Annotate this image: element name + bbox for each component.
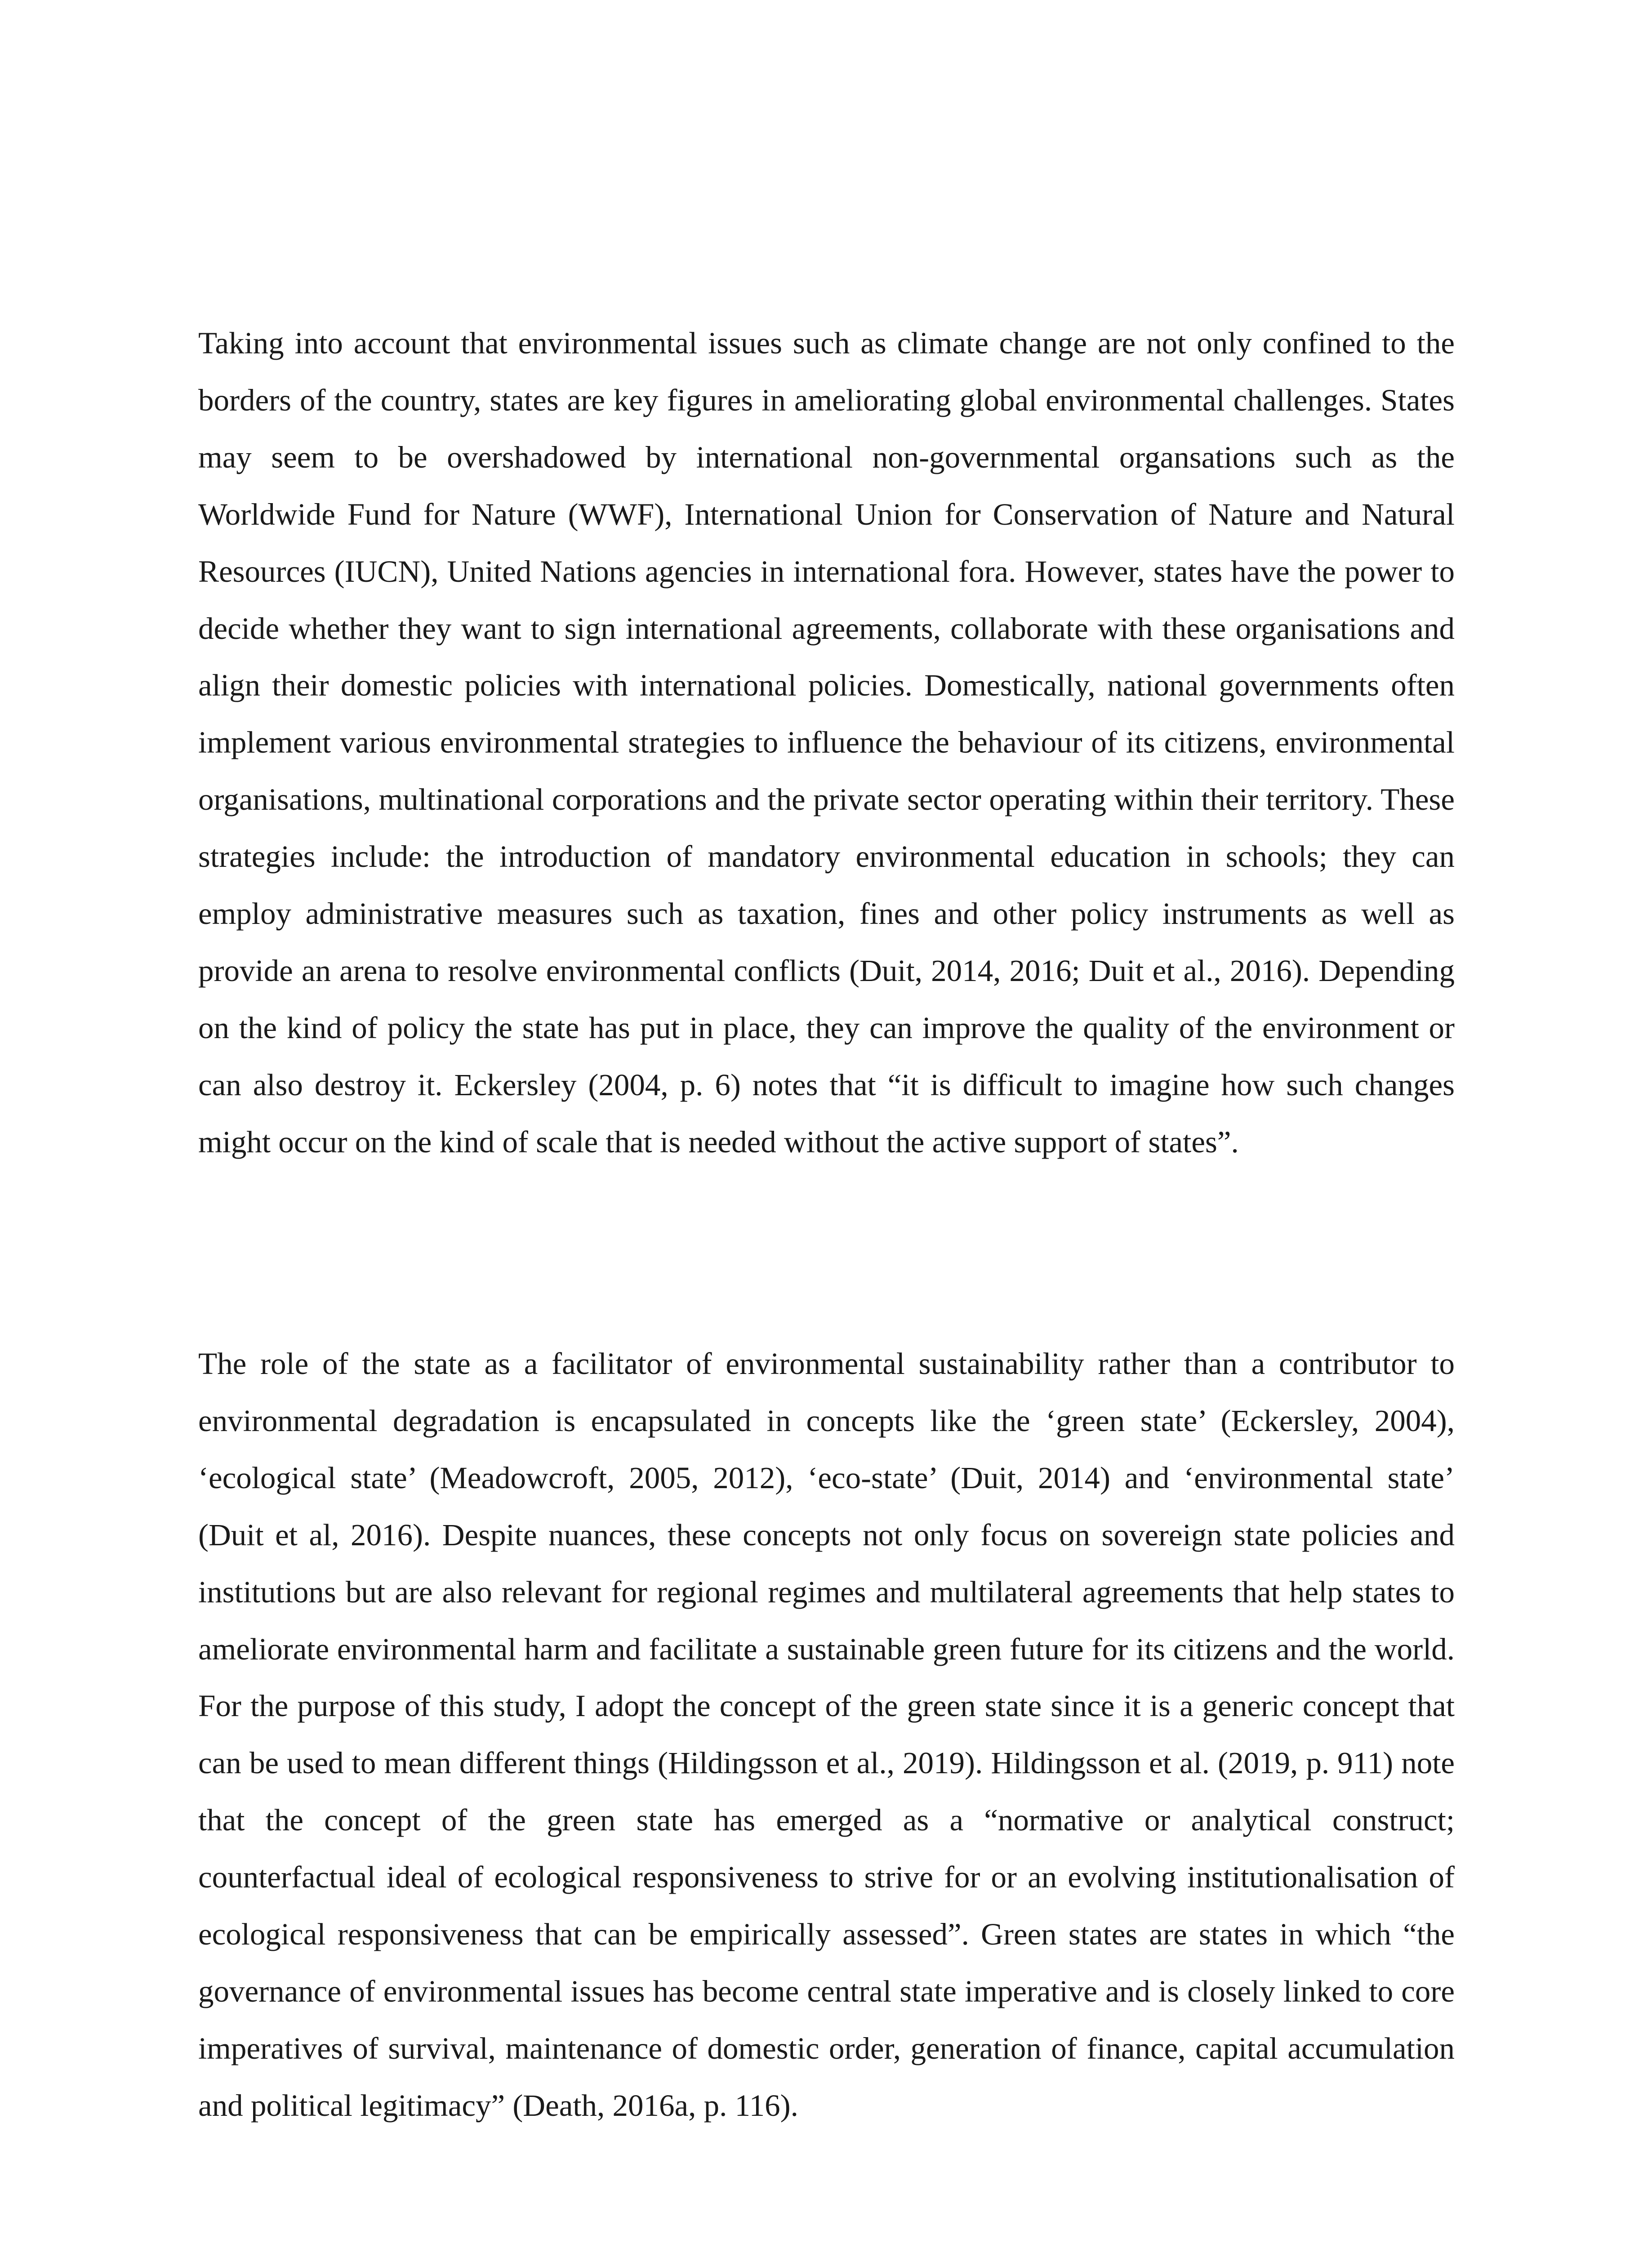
body-paragraph-2: The role of the state as a facilitator of environmental sustainability rather than a contributor to environmental degradation is encapsulated in concepts like the ‘green state’ (Eckersley, 2004), ‘ecological state’ (Meadowcroft, 2005, 2012), ‘eco-state’ (Duit, 2014) and ‘environmental state’ (Duit et al, 2016). Despite nuances, these concepts not only focus on sovereign state policies and institutions but are also relevant for regional regimes and multilateral agreements that help states to ameliorate environmental harm and facilitate a sustainable green future for its citizens and the world. For the purpose of this study, I adopt the concept of the green state since it is a generic concept that can be used to mean different things (Hildingsson et al., 2019). Hildingsson et al. (2019, p. 911) note that the concept of the green state has emerged as a “normative or analytical construct; counterfactual ideal of ecological responsiveness to strive for or an evolving institutionalisation of ecological responsiveness that can be empirically assessed”. Green states are states in which “the governance of environmental issues has become central state imperative and is closely linked to core imperatives of survival, maintenance of domestic order, generation of finance, capital accumulation and political legitimacy” (Death, 2016a, p. 116).: [198, 1347, 1455, 2123]
body-paragraph-1: Taking into account that environmental issues such as climate change are not only confined to the borders of the country, states are key figures in ameliorating global environmental challenges. States may seem to be overshadowed by international non-governmental organsations such as the Worldwide Fund for Nature (WWF), International Union for Conservation of Nature and Natural Resources (IUCN), United Nations agencies in international fora. However, states have the power to decide whether they want to sign international agreements, collaborate with these organisations and align their domestic policies with international policies. Domestically, national governments often implement various environmental strategies to influence the behaviour of its citizens, environmental organisations, multinational corporations and the private sector operating within their territory. These strategies include: the introduction of mandatory environmental education in schools; they can employ administrative measures such as taxation, fines and other policy instruments as well as provide an arena to resolve environmental conflicts (Duit, 2014, 2016; Duit et al., 2016). Depending on the kind of policy the state has put in place, they can improve the quality of the environment or can also destroy it. Eckersley (2004, p. 6) notes that “it is difficult to imagine how such changes might occur on the kind of scale that is needed without the active support of states”.: [198, 326, 1455, 1159]
